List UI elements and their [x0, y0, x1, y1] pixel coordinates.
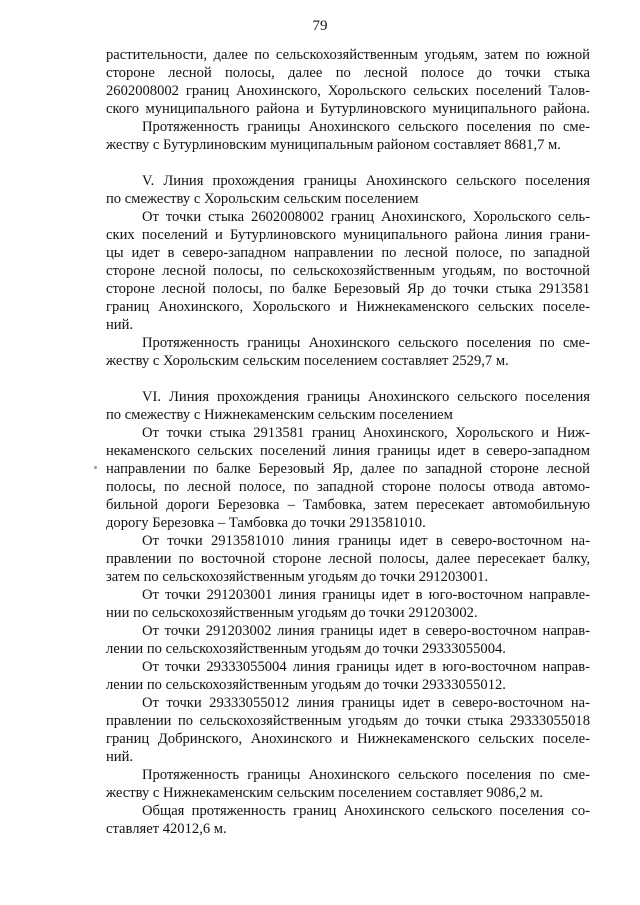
text-line: Протяженность границы Анохинского сельского поселения по сме- — [142, 335, 590, 351]
text-line: границ Добринского, Анохинского и Нижнекаменского сельских поселе- — [106, 731, 590, 747]
text-line: ний. — [106, 317, 134, 333]
text-line: От точки стыка 2602008002 границ Анохинского, Хорольского сель- — [142, 209, 590, 225]
text-line: нии по сельскохозяйственным угодьям до точки 291203002. — [106, 605, 478, 621]
text-line: От точки стыка 2913581 границ Анохинского, Хорольского и Ниж- — [142, 425, 590, 441]
text-line: жеству с Нижнекаменским сельским поселением составляет 9086,2 м. — [106, 785, 544, 801]
text-line: по смежеству с Нижнекаменским сельским поселением — [106, 407, 453, 423]
text-line: растительности, далее по сельскохозяйственным угодьям, затем по южной — [106, 47, 590, 63]
text-line: Общая протяженность границ Анохинского сельского поселения со- — [142, 803, 590, 819]
text-line: ского муниципального района и Бутурлиновского муниципального района. — [106, 101, 590, 117]
margin-dot — [94, 466, 97, 469]
text-line: бильной дороги Березовка – Тамбовка, затем пересекает автомобильную — [106, 497, 590, 513]
text-line: правлении по восточной стороне лесной полосы, далее пересекает балку, — [106, 551, 590, 567]
text-line: цы идет в северо-западном направлении по лесной полосе, по западной — [106, 245, 590, 261]
text-line: От точки 291203001 линия границы идет в юго-восточном направле- — [142, 587, 590, 603]
text-line: 2602008002 границ Анохинского, Хорольского сельских поселений Талов- — [106, 83, 590, 99]
text-line: границ Анохинского, Хорольского и Нижнекаменского сельских поселе- — [106, 299, 590, 315]
text-line: стороне лесной полосы, по балке Березовый Яр до точки стыка 2913581 — [106, 281, 590, 297]
document-body — [106, 46, 590, 838]
text-line: стороне лесной полосы, далее по лесной полосе до точки стыка — [106, 65, 590, 81]
text-line: жеству с Хорольским сельским поселением составляет 2529,7 м. — [106, 353, 509, 369]
text-line: От точки 29333055004 линия границы идет в юго-восточном направ- — [142, 659, 590, 675]
text-line: Протяженность границы Анохинского сельского поселения по сме- — [142, 119, 590, 135]
text-line: лении по сельскохозяйственным угодьям до точки 29333055004. — [106, 641, 506, 657]
text-line: стороне лесной полосы, по сельскохозяйственным угодьям, по восточной — [106, 263, 590, 279]
text-line: затем по сельскохозяйственным угодьям до точки 291203001. — [106, 569, 489, 585]
text-line: жеству с Бутурлиновским муниципальным районом составляет 8681,7 м. — [106, 137, 561, 153]
text-line: направлении по балке Березовый Яр, далее по западной стороне лесной — [106, 461, 590, 477]
text-line: полосы, по лесной полосе, по западной стороне полосы отвода автомо- — [106, 479, 590, 495]
text-line: по смежеству с Хорольским сельским поселением — [106, 191, 419, 207]
text-line: правлении по сельскохозяйственным угодьям до точки стыка 29333055018 — [106, 713, 590, 729]
text-line: ний. — [106, 749, 134, 765]
text-line: От точки 29333055012 линия границы идет в северо-восточном на- — [142, 695, 590, 711]
text-line: ставляет 42012,6 м. — [106, 821, 227, 837]
text-line: От точки 2913581010 линия границы идет в северо-восточном на- — [142, 533, 590, 549]
text-line: От точки 291203002 линия границы идет в северо-восточном направ- — [142, 623, 590, 639]
text-line: лении по сельскохозяйственным угодьям до точки 29333055012. — [106, 677, 506, 693]
text-line: Протяженность границы Анохинского сельского поселения по сме- — [142, 767, 590, 783]
page-number: 79 — [312, 18, 328, 34]
text-line: ских поселений и Бутурлиновского муниципального района линия грани- — [106, 227, 590, 243]
paragraph-gap — [106, 370, 590, 388]
text-line: некаменского сельских поселений линия границы идет в северо-западном — [106, 443, 590, 459]
text-line: V. Линия прохождения границы Анохинского сельского поселения — [142, 173, 590, 189]
text-line: VI. Линия прохождения границы Анохинского сельского поселения — [142, 389, 590, 405]
paragraph-gap — [106, 154, 590, 172]
text-line: дорогу Березовка – Тамбовка до точки 2913581010. — [106, 515, 426, 531]
